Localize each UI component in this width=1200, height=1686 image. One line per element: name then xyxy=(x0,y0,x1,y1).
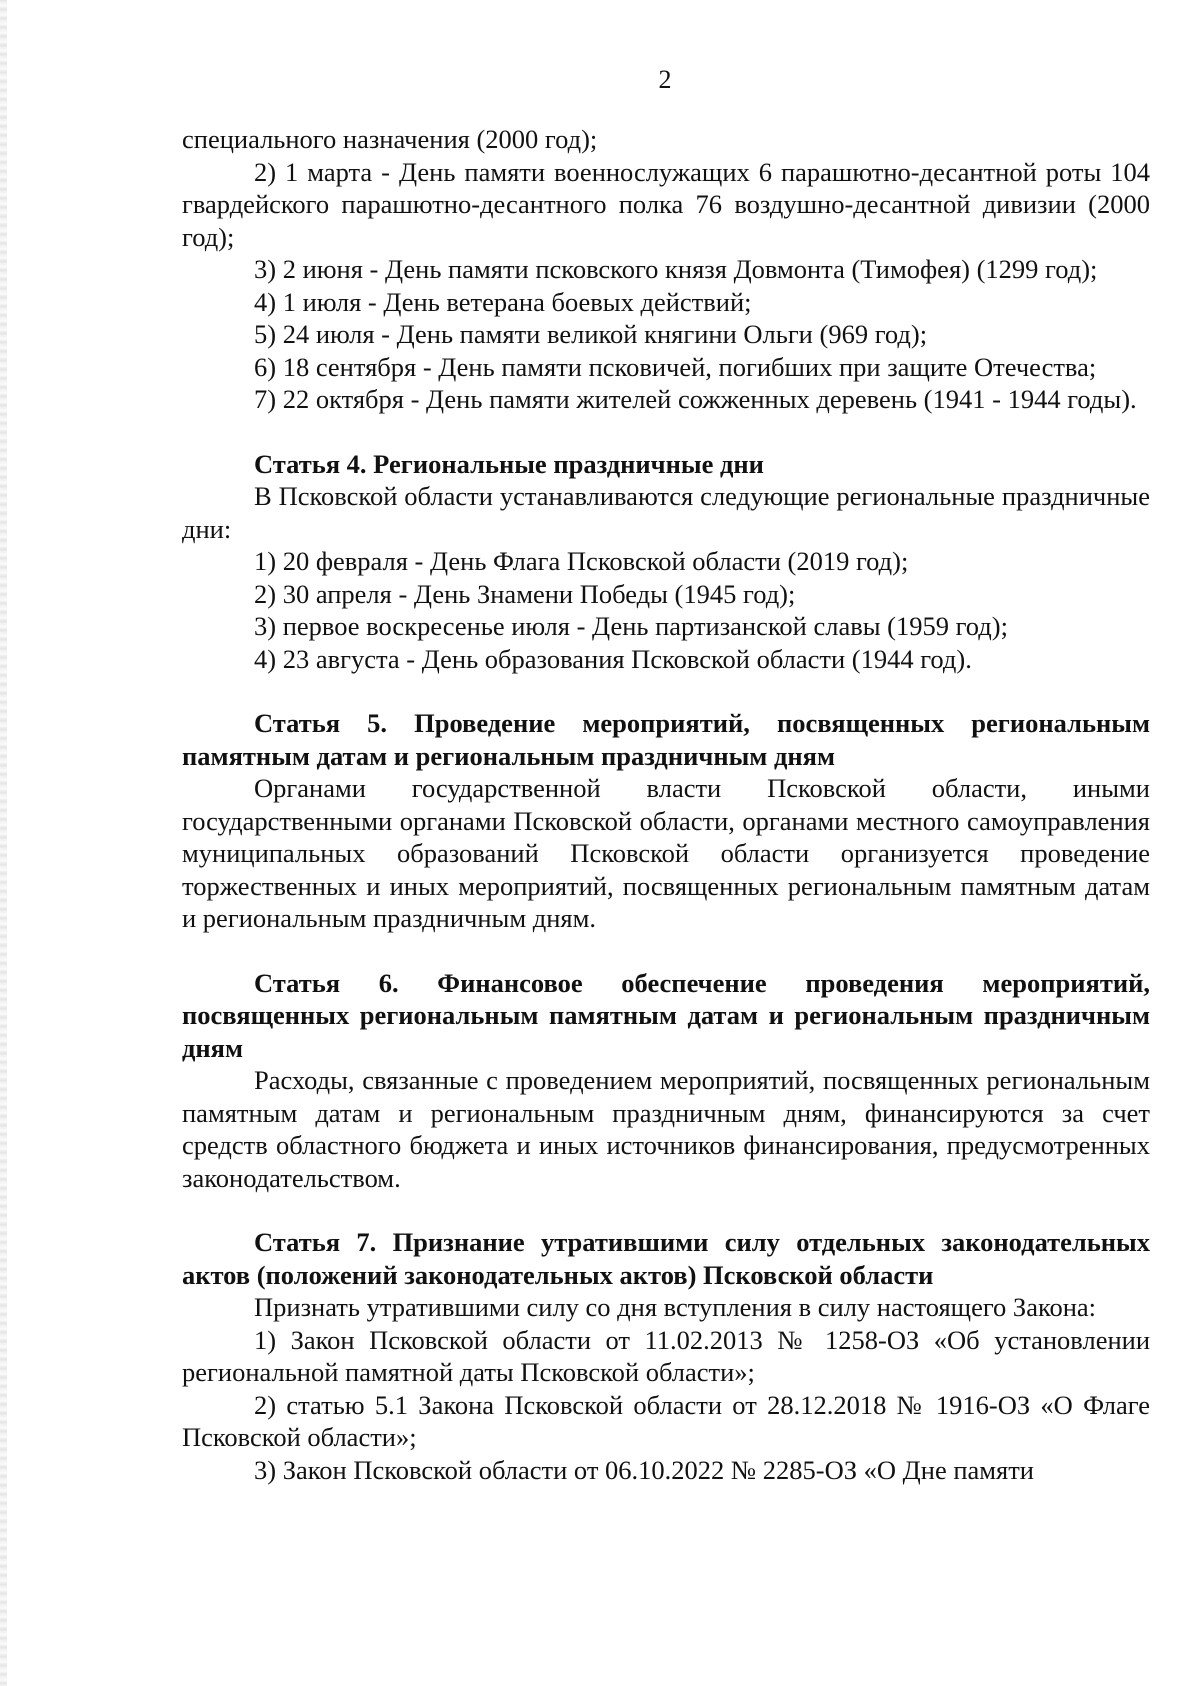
article-4-heading: Статья 4. Региональные праздничные дни xyxy=(254,448,764,479)
page-number: 2 xyxy=(658,65,672,94)
article-7-text: Признать утратившими силу со дня вступления в силу настоящего Закона: xyxy=(254,1292,1097,1322)
list-item: 7) 22 октября - День памяти жителей сожженных деревень (1941 - 1944 годы). xyxy=(254,384,1137,414)
article-6-text: Расходы, связанные с проведением мероприятий, посвященных региональным памятным датам и региональным праздничным дням, финансируются за счет средств областного бюджета и иных источников финансирования, предусмотренных законодательством. xyxy=(182,1065,1150,1193)
article-5-text: Органами государственной власти Псковской области, иными государственными органами Псковской области, органами местного самоуправления муниципальных образований Псковской области организуется проведение торжественных и иных мероприятий, посвященных региональным памятным датам и региональным праздничным дням. xyxy=(182,773,1150,933)
list-item: 2) 30 апреля - День Знамени Победы (1945 год); xyxy=(254,578,796,609)
list-item: 1) Закон Псковской области от 11.02.2013 № 1258-ОЗ «Об установлении региональной памятной даты Псковской области»; xyxy=(182,1324,1150,1387)
scan-edge xyxy=(0,0,7,1686)
list-item: 5) 24 июля - День памяти великой княгини Ольги (969 год); xyxy=(254,319,928,349)
article-6-heading: Статья 6. Финансовое обеспечение проведения мероприятий, посвященных региональным памятным датам и региональным праздничным дням xyxy=(182,967,1150,1063)
document-body xyxy=(182,123,1150,1486)
list-item: 4) 23 августа - День образования Псковской области (1944 год). xyxy=(254,643,972,674)
list-item: 1) 20 февраля - День Флага Псковской области (2019 год); xyxy=(254,546,909,576)
article-5-heading: Статья 5. Проведение мероприятий, посвященных региональным памятным датам и региональным праздничным дням xyxy=(182,708,1150,771)
list-item: 2) статью 5.1 Закона Псковской области от 28.12.2018 № 1916-ОЗ «О Флаге Псковской области»; xyxy=(182,1389,1150,1452)
list-item: 3) первое воскресенье июля - День партизанской славы (1959 год); xyxy=(254,611,1008,641)
paragraph-continuation: специального назначения (2000 год); xyxy=(182,124,598,154)
article-7-heading: Статья 7. Признание утратившими силу отдельных законодательных актов (положений законодательных актов) Псковской области xyxy=(182,1227,1150,1290)
list-item: 6) 18 сентября - День памяти псковичей, погибших при защите Отечества; xyxy=(254,351,1097,382)
article-4-text: В Псковской области устанавливаются следующие региональные праздничные дни: xyxy=(182,481,1150,544)
list-item: 4) 1 июля - День ветерана боевых действий; xyxy=(254,286,752,317)
list-item: 3) Закон Псковской области от 06.10.2022 № 2285-ОЗ «О Дне памяти xyxy=(254,1454,1034,1485)
list-item: 3) 2 июня - День памяти псковского князя Довмонта (Тимофея) (1299 год); xyxy=(254,254,1098,284)
list-item: 2) 1 марта - День памяти военнослужащих 6 парашютно-десантной роты 104 гвардейского парашютно-десантного полка 76 воздушно-десантной дивизии (2000 год); xyxy=(182,156,1150,252)
